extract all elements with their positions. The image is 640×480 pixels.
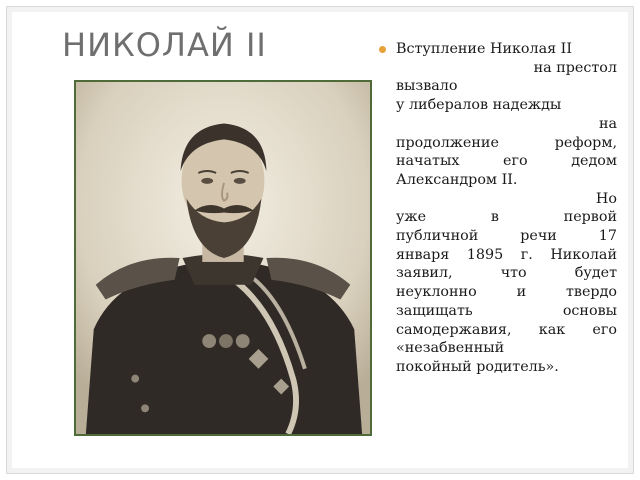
text-line: неуклонно и твердо [396,284,617,301]
text-line: у либералов надежды [396,97,562,114]
text-line: защищать основы [396,302,617,319]
slide-title: НИКОЛАЙ II [62,26,267,64]
text-line: января 1895 г. Николай [396,246,617,263]
portrait-illustration [76,82,370,434]
text-line: заявил, что будет [396,265,617,282]
text-line: самодержавия, как его [396,321,617,338]
text-line: на престол [533,59,617,76]
text-line: вызвало [396,78,458,95]
text-line: публичной речи 17 [396,228,617,245]
bullet-text-block [380,40,617,377]
text-line: Вступление Николая II [396,41,572,57]
text-line: Александром II. [396,171,518,188]
bullet-dot-icon [379,46,386,53]
text-line: продолжение реформ, [396,134,617,151]
text-line: покойный родитель». [396,358,559,375]
text-line: «незабвенный [396,340,505,357]
text-line: на [598,115,617,132]
text-line: начатых его дедом [396,153,617,170]
text-line: уже в первой [396,209,617,226]
text-line: Но [595,190,617,207]
portrait-photo [74,80,372,436]
